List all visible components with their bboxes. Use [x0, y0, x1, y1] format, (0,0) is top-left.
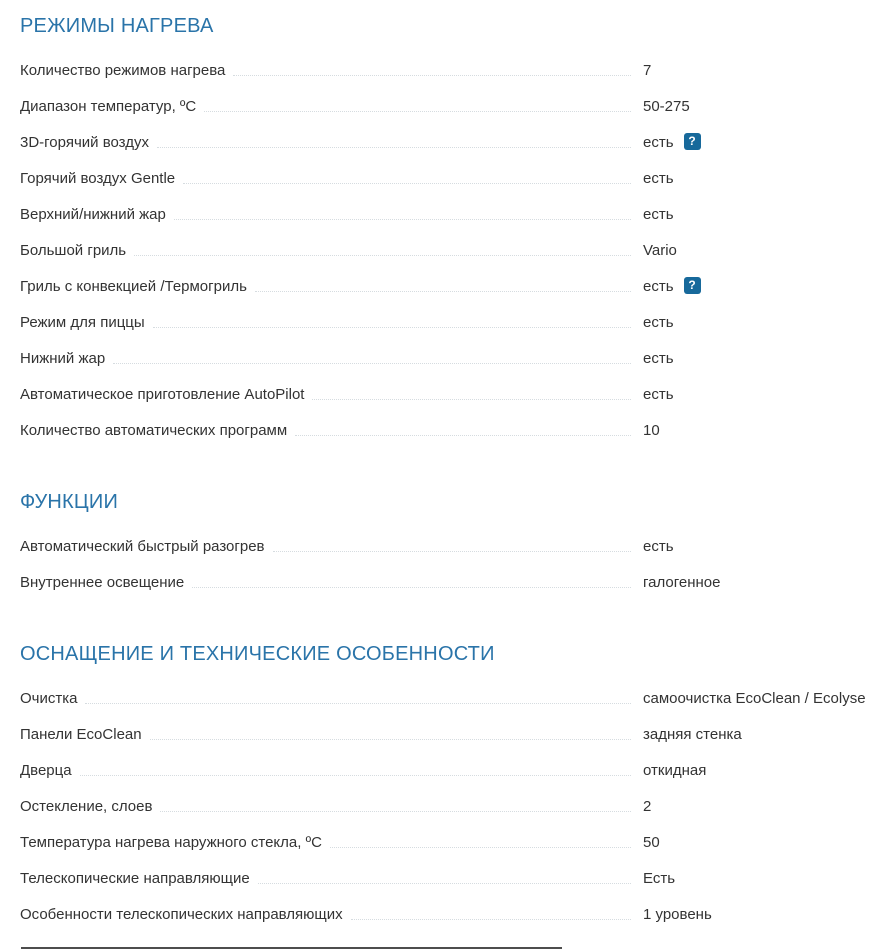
spec-rows: [20, 680, 886, 932]
spec-row: [20, 680, 886, 716]
spec-value-text: задняя стенка: [643, 726, 742, 743]
spec-value: [643, 278, 886, 295]
dotted-leader: [255, 291, 631, 292]
dotted-leader: [160, 811, 631, 812]
spec-value-text: есть: [643, 538, 674, 555]
spec-section: [20, 490, 886, 600]
spec-row: [20, 304, 886, 340]
spec-value-text: есть: [643, 278, 674, 295]
spec-section: [20, 642, 886, 932]
spec-label: Горячий воздух Gentle: [20, 170, 176, 187]
spec-label: Гриль с конвекцией /Термогриль: [20, 278, 247, 295]
section-title: РЕЖИМЫ НАГРЕВА: [20, 15, 214, 37]
spec-label: Количество автоматических программ: [20, 422, 288, 439]
spec-rows: [20, 52, 886, 448]
spec-row: [20, 716, 886, 752]
spec-sections-container: [20, 14, 886, 932]
dotted-leader: [273, 551, 631, 552]
spec-value: [643, 690, 886, 707]
spec-value-text: есть: [643, 134, 674, 151]
spec-row: [20, 196, 886, 232]
section-title: ОСНАЩЕНИЕ И ТЕХНИЧЕСКИЕ ОСОБЕННОСТИ: [20, 643, 495, 665]
spec-label: Автоматическое приготовление AutoPilot: [20, 386, 305, 403]
dotted-leader: [258, 883, 631, 884]
spec-value: [643, 62, 886, 79]
dotted-leader: [312, 399, 631, 400]
dotted-leader: [85, 703, 631, 704]
spec-value: [643, 574, 886, 591]
spec-value: [643, 242, 886, 259]
spec-value-text: самоочистка EcoClean / Ecolyse: [643, 690, 866, 707]
spec-value: [643, 422, 886, 439]
spec-label: Особенности телескопических направляющих: [20, 906, 343, 923]
spec-value: [643, 206, 886, 223]
spec-row: [20, 52, 886, 88]
spec-section: [20, 14, 886, 448]
spec-label: Диапазон температур, ºС: [20, 98, 197, 115]
spec-row: [20, 528, 886, 564]
section-title: ФУНКЦИИ: [20, 491, 119, 513]
spec-label: Количество режимов нагрева: [20, 62, 226, 79]
spec-value-text: 7: [643, 62, 652, 79]
spec-value: [643, 314, 886, 331]
spec-label: Большой гриль: [20, 242, 127, 259]
spec-label: Верхний/нижний жар: [20, 206, 166, 223]
dotted-leader: [295, 435, 631, 436]
spec-label: Телескопические направляющие: [20, 870, 250, 887]
spec-row: [20, 124, 886, 160]
dotted-leader: [134, 255, 631, 256]
spec-value-text: 2: [643, 798, 652, 815]
spec-value: [643, 538, 886, 555]
dotted-leader: [150, 739, 631, 740]
spec-label: Температура нагрева наружного стекла, ºС: [20, 834, 322, 851]
spec-row: [20, 896, 886, 932]
spec-value: [643, 98, 886, 115]
spec-label: Остекление, слоев: [20, 798, 153, 815]
spec-value-text: галогенное: [643, 574, 721, 591]
dotted-leader: [183, 183, 631, 184]
spec-row: [20, 412, 886, 448]
spec-value-text: 1 уровень: [643, 906, 712, 923]
spec-value-text: есть: [643, 206, 674, 223]
spec-row: [20, 860, 886, 896]
spec-row: [20, 160, 886, 196]
spec-value: [643, 762, 886, 779]
dotted-leader: [204, 111, 631, 112]
dotted-leader: [153, 327, 631, 328]
spec-value-text: 10: [643, 422, 660, 439]
spec-value-text: Есть: [643, 870, 676, 887]
spec-row: [20, 564, 886, 600]
help-icon[interactable]: ?: [684, 133, 701, 150]
spec-rows: [20, 528, 886, 600]
spec-value: [643, 170, 886, 187]
spec-label: Автоматический быстрый разогрев: [20, 538, 265, 555]
spec-label: Панели EcoClean: [20, 726, 142, 743]
spec-value-text: есть: [643, 170, 674, 187]
spec-row: [20, 752, 886, 788]
dotted-leader: [113, 363, 631, 364]
spec-row: [20, 232, 886, 268]
spec-row: [20, 268, 886, 304]
spec-label: Нижний жар: [20, 350, 106, 367]
spec-value-text: 50: [643, 834, 660, 851]
spec-value: [643, 870, 886, 887]
spec-label: Внутреннее освещение: [20, 574, 185, 591]
help-icon[interactable]: ?: [684, 277, 701, 294]
dotted-leader: [233, 75, 631, 76]
spec-row: [20, 788, 886, 824]
spec-value-text: 50-275: [643, 98, 690, 115]
dotted-leader: [80, 775, 631, 776]
spec-label: 3D-горячий воздух: [20, 134, 149, 151]
spec-value: [643, 798, 886, 815]
dotted-leader: [351, 919, 631, 920]
spec-value: [643, 726, 886, 743]
dotted-leader: [330, 847, 631, 848]
spec-row: [20, 340, 886, 376]
spec-value: [643, 834, 886, 851]
spec-value: [643, 350, 886, 367]
spec-value-text: откидная: [643, 762, 707, 779]
spec-row: [20, 376, 886, 412]
spec-value: [643, 906, 886, 923]
spec-row: [20, 824, 886, 860]
spec-label: Дверца: [20, 762, 72, 779]
spec-value-text: есть: [643, 386, 674, 403]
spec-value-text: есть: [643, 314, 674, 331]
spec-value: [643, 386, 886, 403]
spec-label: Режим для пиццы: [20, 314, 145, 331]
dotted-leader: [174, 219, 631, 220]
spec-value-text: Vario: [643, 242, 677, 259]
dotted-leader: [192, 587, 631, 588]
spec-row: [20, 88, 886, 124]
spec-value: [643, 134, 886, 151]
dotted-leader: [157, 147, 631, 148]
spec-value-text: есть: [643, 350, 674, 367]
spec-label: Очистка: [20, 690, 78, 707]
